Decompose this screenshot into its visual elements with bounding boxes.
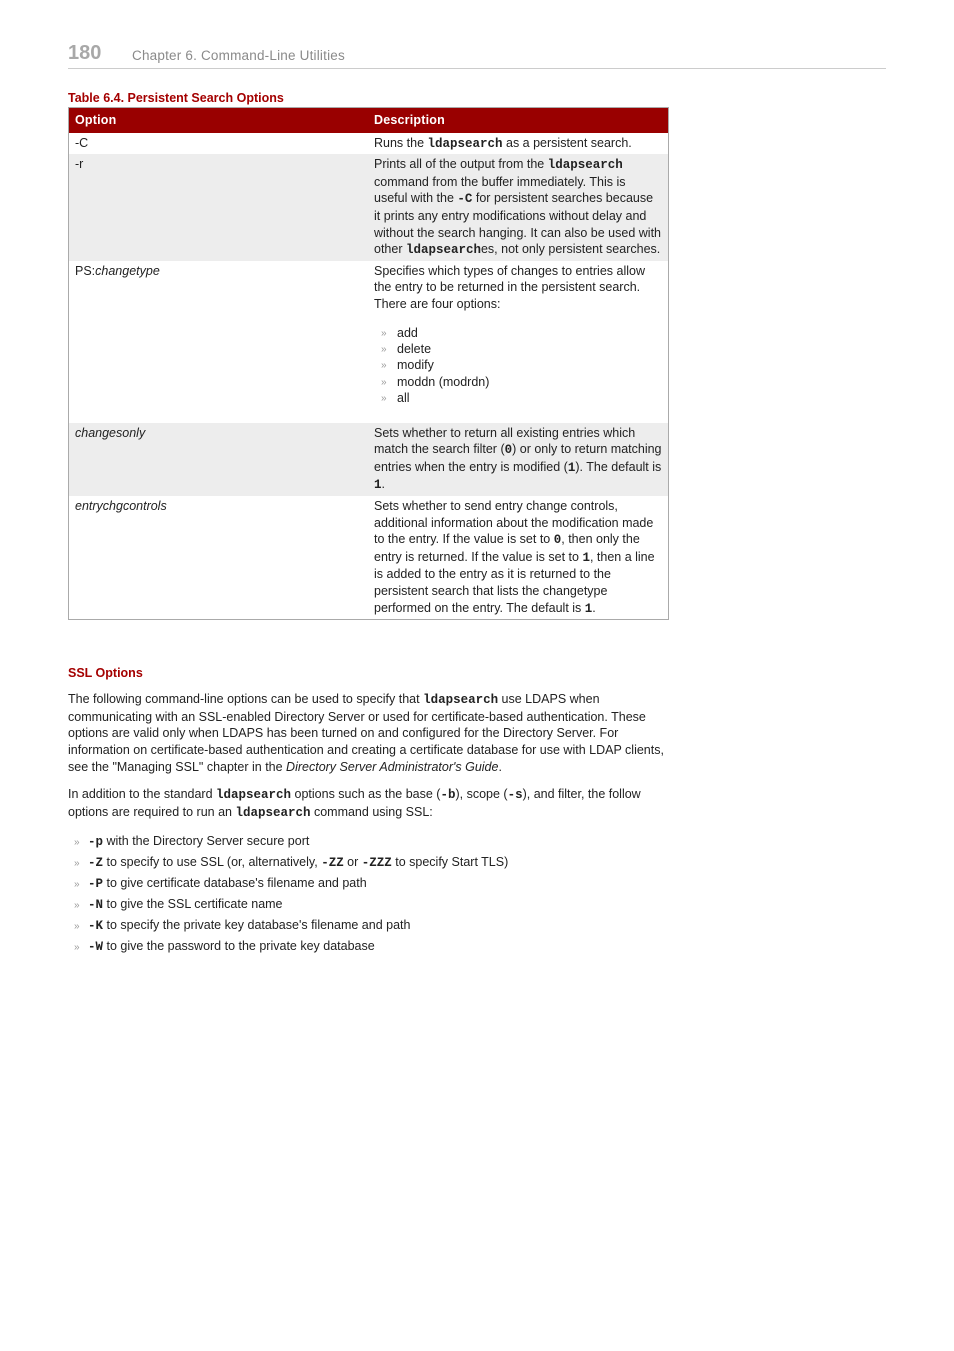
code-text: ldapsearch (423, 693, 499, 707)
code-text: ldapsearch (235, 805, 311, 820)
table-row (69, 423, 669, 496)
code-text: ldapsearch (216, 788, 292, 802)
code-text: 1 (584, 601, 593, 616)
column-header-option: Option (69, 108, 369, 133)
option-flag: -P (88, 877, 104, 891)
changetype-list (374, 325, 662, 407)
ssl-options-list (68, 833, 670, 959)
persistent-search-options-table (68, 107, 669, 620)
list-item: » -K to specify the private key database's filename and path (74, 918, 411, 933)
double-chevron-right-icon: » (74, 879, 80, 890)
page-header (68, 40, 886, 69)
option-cell: -r (69, 154, 369, 261)
option-flag: -p (88, 835, 104, 849)
code-text: 0 (553, 533, 562, 548)
code-text: -s (507, 788, 523, 802)
double-chevron-right-icon: » (74, 921, 80, 932)
code-text: 1 (582, 550, 590, 565)
code-text: 1 (374, 478, 382, 493)
option-flag: -Z (88, 856, 104, 870)
section-heading-ssl-options: SSL Options (68, 666, 143, 680)
option-flag: -N (88, 898, 104, 912)
list-item: » add (374, 325, 662, 341)
option-flag: -ZZ (321, 856, 344, 870)
option-cell: entrychgcontrols (75, 498, 167, 513)
double-chevron-right-icon: » (381, 343, 387, 355)
option-flag: -K (88, 919, 104, 933)
paragraph: In addition to the standard ldapsearch options such as the base (-b), scope (-s), and filter, the follow options are required to run an ldapsearch command using SSL: (68, 787, 641, 820)
option-cell: PS:changetype (75, 263, 160, 278)
option-flag: -W (88, 940, 104, 954)
code-text: -C (457, 192, 473, 207)
description-cell: Sets whether to send entry change controls, additional information about the modification made to the entry. If the value is set to 0, then only the entry is returned. If the value is set to 1, then a line is added to the entry as it is returned to the persistent search that lists the changetype performed on the entry. The default is 1. (374, 498, 655, 616)
code-text: ldapsearch (547, 158, 623, 173)
code-text: 0 (504, 443, 513, 458)
double-chevron-right-icon: » (381, 327, 387, 339)
list-item: » all (374, 390, 662, 406)
list-item: » -Z to specify to use SSL (or, alternatively, -ZZ or -ZZZ to specify Start TLS) (74, 855, 509, 870)
table-caption: Table 6.4. Persistent Search Options (68, 91, 284, 105)
code-text: 1 (567, 460, 576, 475)
double-chevron-right-icon: » (381, 376, 387, 388)
description-cell: Prints all of the output from the ldapsearch command from the buffer immediately. This is useful with the -C for persistent searches because it prints any entry modifications without delay and without the search hanging. It can also be used with other ldapsearches, not only persistent searches. (368, 154, 669, 261)
code-text: -b (440, 788, 456, 802)
list-item: » -W to give the password to the private key database (74, 939, 375, 954)
code-text: ldapsearch (427, 136, 503, 151)
double-chevron-right-icon: » (74, 942, 80, 953)
double-chevron-right-icon: » (381, 393, 387, 405)
table-row (69, 154, 669, 261)
description-cell: Runs the ldapsearch as a persistent search. (374, 135, 632, 151)
list-item: » delete (374, 341, 662, 357)
option-cell: -C (75, 135, 89, 150)
option-cell: changesonly (69, 423, 369, 496)
chapter-title: Chapter 6. Command-Line Utilities (132, 48, 345, 63)
guide-title: Directory Server Administrator's Guide (286, 759, 499, 774)
double-chevron-right-icon: » (381, 360, 387, 372)
paragraph: The following command-line options can be used to specify that ldapsearch use LDAPS when communicating with an SSL-enabled Directory Server or used for certificate-based authentication. These options are valid only when LDAPS has been turned on and configured for the Directory Server. For information on certificate-based authentication and creating a certificate database for use with LDAP clients, see the "Managing SSL" chapter in the Directory Server Administrator's Guide. (68, 692, 664, 774)
list-item: » -N to give the SSL certificate name (74, 897, 283, 912)
double-chevron-right-icon: » (74, 900, 80, 911)
list-item: » -P to give certificate database's filename and path (74, 876, 367, 891)
list-item: » modify (374, 357, 662, 373)
table-row (69, 496, 669, 620)
table-header-row (69, 108, 669, 133)
table-row (69, 261, 669, 423)
code-text: ldapsearch (405, 243, 481, 258)
double-chevron-right-icon: » (74, 858, 80, 869)
list-item: » moddn (modrdn) (374, 374, 662, 390)
column-header-description: Description (368, 108, 669, 133)
description-cell: Sets whether to return all existing entries which match the search filter (0) or only to return matching entries when the entry is modified (1). The default is 1. (368, 423, 669, 496)
list-item: » -p with the Directory Server secure port (74, 834, 310, 849)
double-chevron-right-icon: » (74, 837, 80, 848)
option-flag: -ZZZ (361, 856, 392, 870)
page-number: 180 (68, 42, 102, 64)
table-row (69, 133, 669, 155)
description-cell: Specifies which types of changes to entries allow the entry to be returned in the persistent search. There are four options: » add » delete » modify » moddn (modrdn) » all (368, 261, 669, 423)
